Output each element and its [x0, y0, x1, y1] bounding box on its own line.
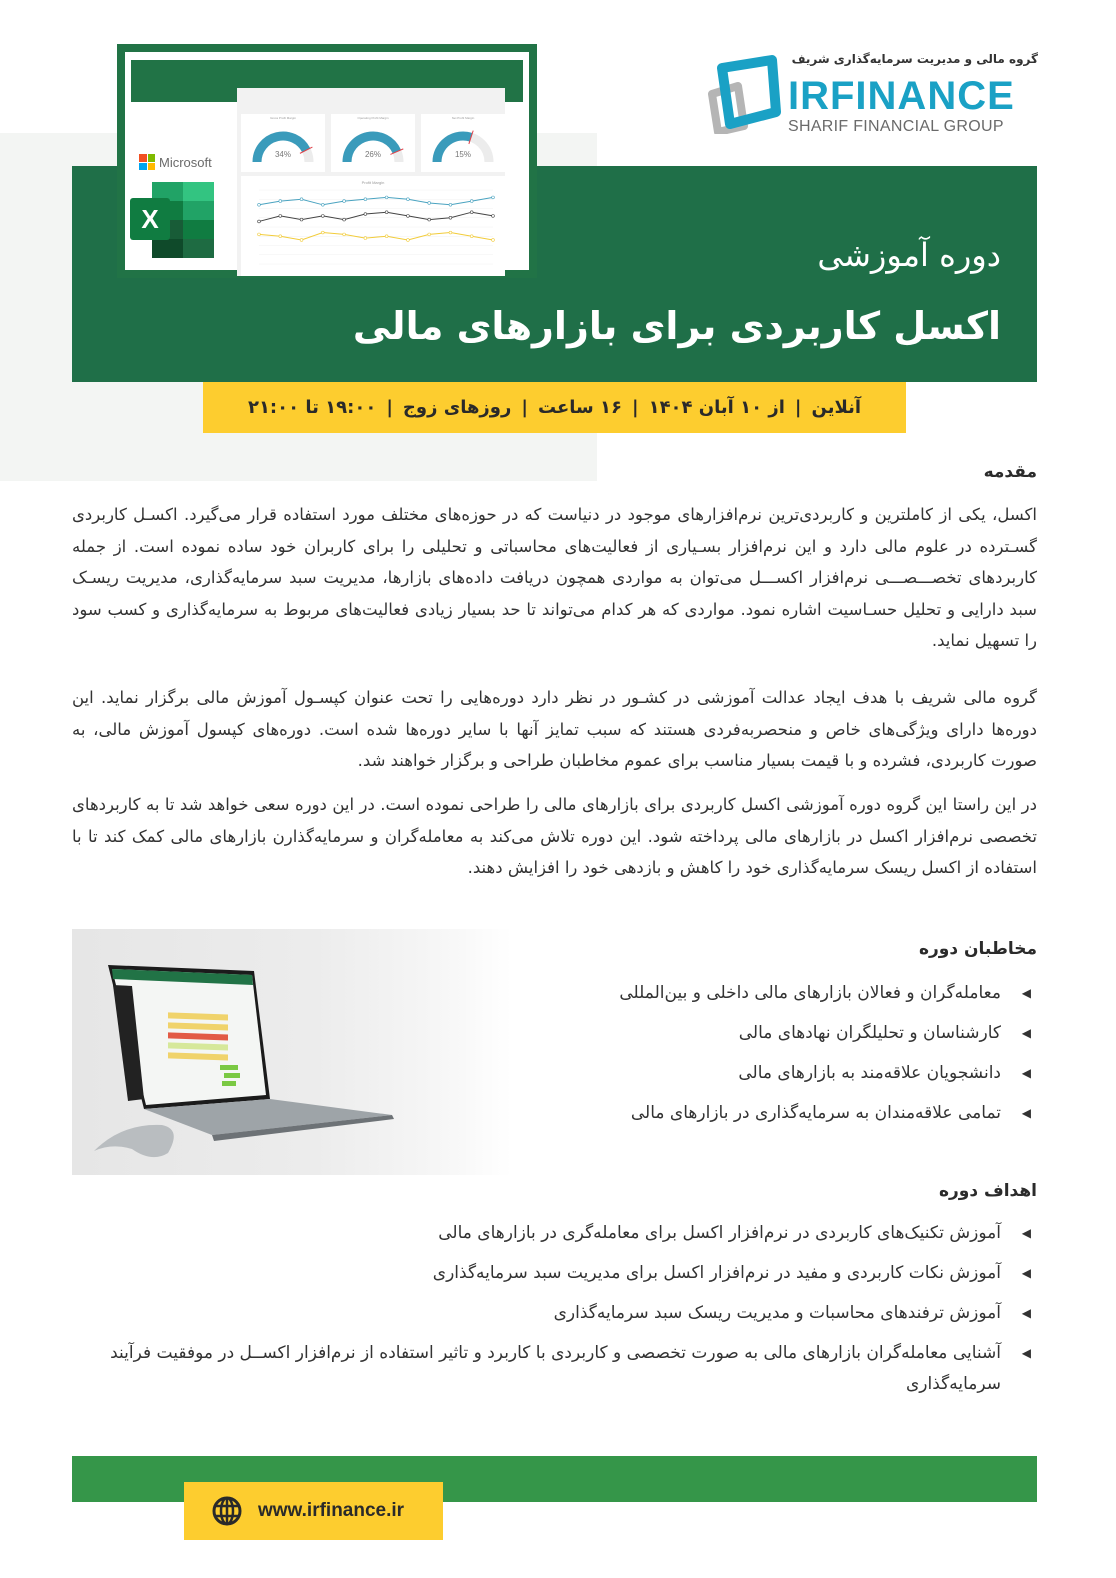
intro-paragraph: در این راستا این گروه دوره آموزشی اکسل کاربردی برای بازارهای مالی را طراحی نموده است. در این دوره سعی خواهد شد تا به کاربردهای تخصصی نرم‌افزار اکسل در بازارهای مالی پرداخته شود. این دوره تلاش می‌کند به معامله‌گران و سرمایه‌گذارن بازارهای مالی کمک کند تا با استفاده از اکسل ریسک سرمایه‌گذاری خود را کاهش و بازدهی خود را افزایش دهند. [72, 795, 1037, 877]
data-point [428, 202, 431, 205]
data-point [385, 235, 388, 238]
data-point [492, 215, 495, 218]
data-point [492, 196, 495, 199]
bullet-arrow-icon: ◀ [1021, 1026, 1031, 1040]
data-point [449, 203, 452, 206]
data-point [428, 233, 431, 236]
brand-name-fa: گروه مالی و مدیریت سرمایه‌گذاری شریف [791, 52, 1038, 66]
gauge-card [331, 114, 415, 172]
irfinance-logo-icon [708, 54, 784, 134]
list-item [72, 1213, 1037, 1253]
data-point [343, 233, 346, 236]
gauge-chart [331, 114, 415, 172]
data-point [258, 220, 261, 223]
data-point [321, 203, 324, 206]
info-separator: | [794, 397, 802, 418]
list-item [72, 1253, 1037, 1293]
data-point [258, 233, 261, 236]
info-days: روزهای زوج [402, 397, 512, 418]
data-point [407, 239, 410, 242]
data-point [321, 231, 324, 234]
intro-paragraph: گروه مالی شریف با هدف ایجاد عدالت آموزشی در کشـور در نظر دارد دوره‌هایی را تحت عنوان کپسـول آموزش مالی برگزار نماید. این دوره‌ها دارای ویژگی‌های خاص و منحصربه‌فردی هستند که سبب تمایز آنها با سایر دوره‌ها شده است. دوره‌های کپسول آموزش مالی، به صورت کاربردی، فشرده و با قیمت بسیار مناسب برای عموم مخاطبان طراحی و برگزار خواهند شد. [72, 688, 1037, 770]
series-line [259, 212, 493, 221]
list-item-text: کارشناسان و تحلیلگران نهادهای مالی [738, 1023, 1001, 1043]
line-chart-title: Profit Margin [361, 180, 385, 185]
brand-logo [708, 48, 1038, 140]
bullet-arrow-icon: ◀ [1021, 1306, 1031, 1320]
gauge-chart [241, 114, 325, 172]
list-item-text: تمامی علاقه‌مندان به سرمایه‌گذاری در بازارهای مالی [630, 1103, 1001, 1123]
gauge-value: 15% [454, 150, 471, 159]
profit-margin-chart [241, 176, 505, 276]
microsoft-icon [139, 154, 155, 170]
audience-heading: مخاطبان دوره [918, 939, 1037, 959]
gauge-card [421, 114, 505, 172]
data-point [428, 218, 431, 221]
microsoft-label: Microsoft [159, 154, 212, 170]
data-point [364, 198, 367, 201]
data-point [470, 200, 473, 203]
course-info-bar [203, 382, 906, 433]
gauge-chart [421, 114, 505, 172]
data-point [492, 239, 495, 242]
bullet-arrow-icon: ◀ [1021, 986, 1031, 1000]
list-item [619, 1053, 1037, 1093]
list-item [72, 1333, 1037, 1400]
list-item-text: دانشجویان علاقه‌مند به بازارهای مالی [738, 1063, 1001, 1083]
dashboard-panel [237, 88, 505, 276]
data-point [258, 203, 261, 206]
series-line [259, 197, 493, 204]
list-item-text: معامله‌گران و فعالان بازارهای مالی داخلی و بین‌المللی [619, 983, 1001, 1003]
info-separator: | [386, 397, 393, 418]
brand-tagline: SHARIF FINANCIAL GROUP [788, 118, 1004, 135]
list-item [619, 1013, 1037, 1053]
bullet-arrow-icon: ◀ [1021, 1266, 1031, 1280]
excel-dashboard-image [117, 44, 537, 278]
info-duration: ۱۶ ساعت [537, 397, 622, 418]
gauge-value: 26% [364, 150, 381, 159]
data-point [300, 198, 303, 201]
data-point [407, 198, 410, 201]
data-point [385, 196, 388, 199]
intro-heading: مقدمه [983, 462, 1037, 482]
gauge-card [241, 114, 325, 172]
excel-letter: X [141, 204, 159, 234]
intro-paragraph: اکسل، یکی از کاملترین و کاربردی‌ترین نرم‌افزارهای موجود در دنیاست که در حوزه‌های مختلف مورد استفاده قرار می‌گیرد. اکسـل کاربردی گسـترده در علوم مالی دارد و این نرم‌افزار بسـیاری از فعالیت‌های محاسباتی و تحلیلی را برای کاربران خود ساده نموده است. از جمله کاربردهای تخصـــصـــی نرم‌افزار اکســـل می‌توان به مواردی همچون دریافت داده‌های بازارها، مدیریت سبد سرمایه‌گذاری، مدیریت ریسـک سبد دارایی و تحلیل حسـاسیت اشاره نمود. مواردی که هر کدام می‌تواند تا حد بسیار زیادی فعالیت‌های مربوط به سرمایه‌گذاری و کسب سود را تسهیل نماید. [72, 505, 1037, 650]
goals-heading: اهداف دوره [938, 1181, 1037, 1201]
globe-icon [212, 1496, 242, 1526]
bullet-arrow-icon: ◀ [1021, 1226, 1031, 1240]
data-point [407, 215, 410, 218]
data-point [385, 211, 388, 214]
data-point [321, 215, 324, 218]
info-separator: | [521, 397, 528, 418]
info-start-date: از ۱۰ آبان ۱۴۰۴ [648, 397, 785, 418]
list-item [619, 973, 1037, 1013]
brand-name-en: IRFINANCE [788, 74, 1015, 118]
course-title: اکسل کاربردی برای بازارهای مالی [352, 304, 1001, 348]
gauge-title: Net Profit Margin [451, 116, 475, 120]
info-time: ۱۹:۰۰ تا ۲۱:۰۰ [247, 397, 377, 418]
line-chart [241, 176, 505, 276]
data-point [470, 211, 473, 214]
list-item [619, 1093, 1037, 1133]
gauge-title: Operating Profit Margin [357, 116, 389, 120]
data-point [364, 237, 367, 240]
list-item-text: آشنایی معامله‌گران بازارهای مالی به صورت تخصصی و کاربردی با کاربرد و تاثیر استفاده از نرم‌افزار اکســل در موفقیت فرآیند سرمایه‌گذاری [110, 1343, 1001, 1394]
data-point [279, 235, 282, 238]
list-item-text: آموزش ترفندهای محاسبات و مدیریت ریسک سبد سرمایه‌گذاری [553, 1303, 1001, 1323]
bullet-arrow-icon: ◀ [1021, 1346, 1031, 1360]
goals-list [72, 1213, 1037, 1400]
data-point [470, 235, 473, 238]
website-link[interactable]: www.irfinance.ir [258, 1500, 405, 1521]
data-point [364, 213, 367, 216]
data-point [279, 200, 282, 203]
laptop-photo [72, 929, 512, 1175]
hero-subtitle: دوره آموزشی [817, 236, 1001, 274]
data-point [449, 216, 452, 219]
list-item-text: آموزش تکنیک‌های کاربردی در نرم‌افزار اکسل برای معامله‌گری در بازارهای مالی [438, 1223, 1001, 1243]
data-point [300, 218, 303, 221]
info-separator: | [632, 397, 639, 418]
microsoft-logo [139, 154, 212, 170]
data-point [343, 200, 346, 203]
gauge-value: 34% [274, 150, 291, 159]
data-point [279, 215, 282, 218]
gauge-title: Gross Profit Margin [270, 116, 296, 120]
laptop-illustration [72, 929, 512, 1175]
info-mode: آنلاین [811, 397, 862, 418]
data-point [343, 218, 346, 221]
website-badge[interactable] [184, 1482, 443, 1540]
data-point [449, 231, 452, 234]
data-point [300, 239, 303, 242]
list-item-text: آموزش نکات کاربردی و مفید در نرم‌افزار اکسل برای مدیریت سبد سرمایه‌گذاری [432, 1263, 1001, 1283]
excel-icon [130, 182, 214, 258]
bullet-arrow-icon: ◀ [1021, 1106, 1031, 1120]
bullet-arrow-icon: ◀ [1021, 1066, 1031, 1080]
audience-list [619, 973, 1037, 1133]
list-item [72, 1293, 1037, 1333]
